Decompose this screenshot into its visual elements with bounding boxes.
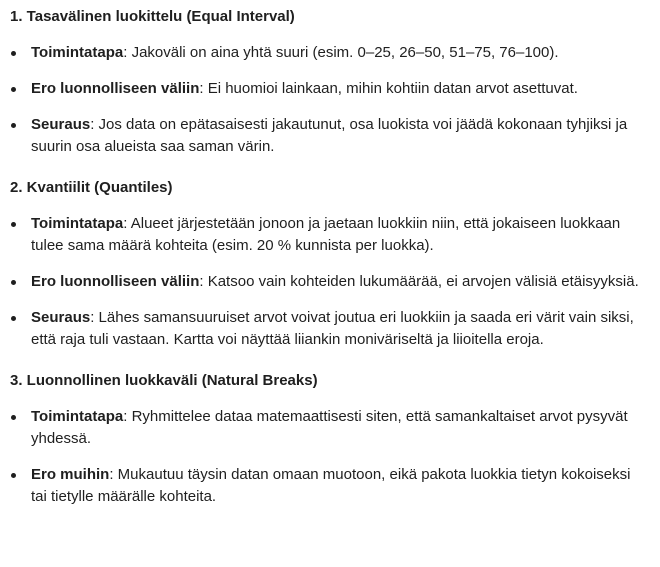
bullet-icon (11, 123, 16, 128)
bullet-icon (11, 473, 16, 478)
section-equal-interval (10, 7, 650, 158)
list-item (10, 78, 650, 100)
item-term: Seuraus (31, 309, 91, 326)
item-text: : Alueet järjestetään jonoon ja jaetaan luokkiin niin, että jokaiseen luokkaan tulee sama määrä kohteita (esim. 20 % kunnista per luokka). (31, 215, 621, 254)
bullet-icon (11, 222, 16, 227)
item-text: : Jakoväli on aina yhtä suuri (esim. 0–25, 26–50, 51–75, 76–100). (123, 44, 559, 61)
bullet-icon (11, 280, 16, 285)
item-term: Ero luonnolliseen väliin (31, 273, 200, 290)
item-term: Seuraus (31, 116, 91, 133)
item-text: : Lähes samansuuruiset arvot voivat joutua eri luokkiin ja saada eri värit vain siksi, että raja tuli vastaan. Kartta voi näyttää liiankin moniväriseltä ja liioitella eroja. (31, 309, 634, 348)
item-term: Ero muihin (31, 466, 110, 483)
bullet-list (10, 42, 650, 158)
bullet-icon (11, 316, 16, 321)
bullet-icon (11, 51, 16, 56)
item-text: : Jos data on epätasaisesti jakautunut, osa luokista voi jäädä kokonaan tyhjiksi ja suurin osa alueista saa saman värin. (31, 116, 628, 155)
item-term: Toimintatapa (31, 408, 124, 425)
section-natural-breaks (10, 371, 650, 508)
list-item (10, 213, 650, 257)
section-heading: 2. Kvantiilit (Quantiles) (10, 179, 173, 196)
item-text: : Katsoo vain kohteiden lukumäärää, ei arvojen välisiä etäisyyksiä. (199, 273, 639, 290)
list-item (10, 42, 650, 64)
item-text: : Ei huomioi lainkaan, mihin kohtiin datan arvot asettuvat. (199, 80, 578, 97)
list-item (10, 406, 650, 450)
item-text: : Mukautuu täysin datan omaan muotoon, eikä pakota luokkia tietyn kokoiseksi tai tietylle määrälle kohteita. (31, 466, 631, 505)
item-text: : Ryhmittelee dataa matemaattisesti siten, että samankaltaiset arvot pysyvät yhdessä. (31, 408, 628, 447)
bullet-list (10, 406, 650, 508)
item-term: Ero luonnolliseen väliin (31, 80, 200, 97)
bullet-list (10, 213, 650, 351)
section-heading: 3. Luonnollinen luokkaväli (Natural Breaks) (10, 372, 318, 389)
bullet-icon (11, 87, 16, 92)
list-item (10, 464, 650, 508)
section-quantiles (10, 178, 650, 351)
section-heading: 1. Tasavälinen luokittelu (Equal Interval) (10, 8, 295, 25)
bullet-icon (11, 415, 16, 420)
list-item (10, 271, 650, 293)
item-term: Toimintatapa (31, 215, 124, 232)
list-item (10, 307, 650, 351)
list-item (10, 114, 650, 158)
item-term: Toimintatapa (31, 44, 124, 61)
